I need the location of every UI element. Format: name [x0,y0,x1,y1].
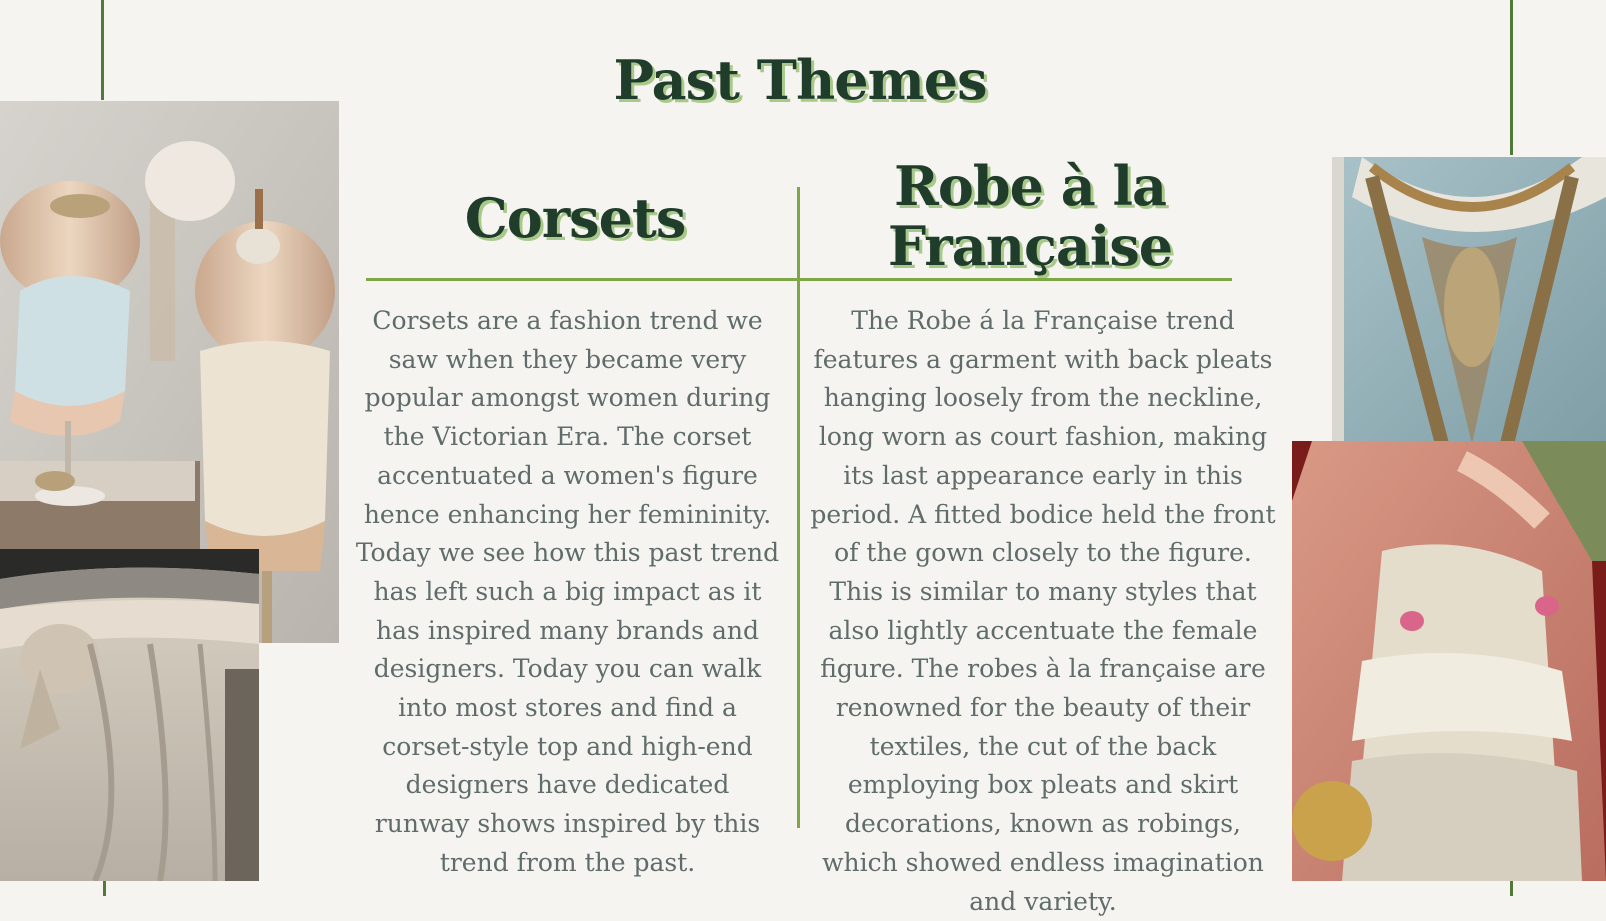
pink-rococo-gown-photo [1292,441,1606,881]
corsets-heading: Corsets [464,186,686,250]
slide-title: Past Themes [613,48,987,112]
frame-line-left [101,0,104,100]
blue-embroidered-bodice-photo [1332,157,1606,444]
robe-francaise-heading: Robe à la Française [887,154,1173,278]
frame-line-left-bottom [103,880,106,896]
frame-line-right-bottom [1510,880,1513,896]
frame-line-right [1510,0,1513,155]
robe-francaise-body-text: The Robe á la Française trend features a garment with back pleats hanging loosely from the neckline, long worn as court fashion, making its last appearance early in this period. A fitted bodice held the front of the gown closely to the figure. This is similar to many styles that also lightly accentuate the female figure. The robes à la française are renowned for the beauty of their textiles, the cut of the back employing box pleats and skirt decorations, known as robings, which showed endless imagination and variety. [810,306,1276,916]
lace-corset-photo [0,549,259,881]
corsets-body-text: Corsets are a fashion trend we saw when they became very popular amongst women during the Victorian Era. The corset accentuated a women's figure hence enhancing her femininity. Today we see how this past trend has left such a big impact as it has inspired many brands and designers. Today you can walk into most stores and find a corset-style top and high-end designers have dedicated runway shows inspired by this trend from the past. [355,306,780,877]
column-divider-line [797,187,800,828]
